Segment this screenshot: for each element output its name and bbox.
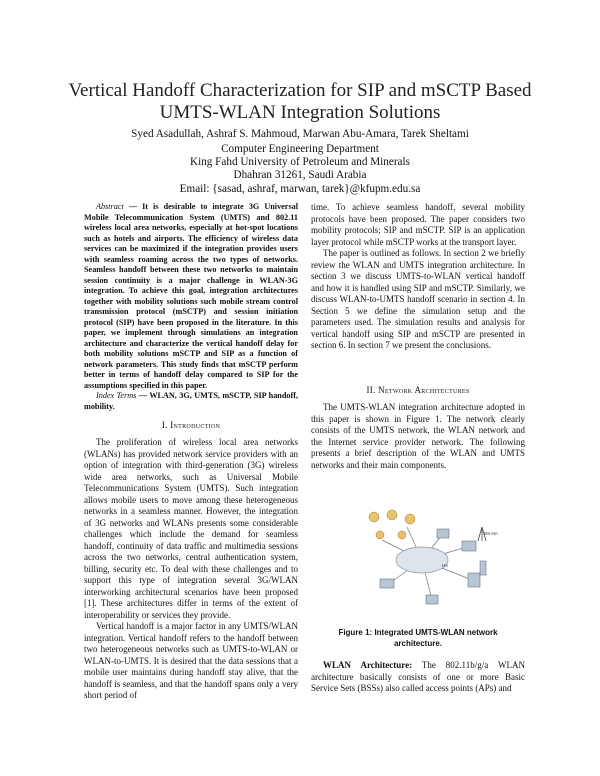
intro-paragraph-2: Vertical handoff is a major factor in any UMTS/WLAN integration. Vertical handoff refers to the handoff between two heterogeneous networks such as UMTS-to-WLAN or WLAN-to-UMTS. It is desired that the data sessions that a mobile user maintains during handoff stay alive, that the handoff is seamless, and that the handoff spans only a very short period of <box>84 621 298 700</box>
affiliation-univ: King Fahd University of Petroleum and Minerals <box>190 156 410 168</box>
index-terms: Index Terms — WLAN, 3G, UMTS, mSCTP, SIP handoff, mobility. <box>84 391 298 411</box>
abstract-label: Abstract <box>96 202 124 211</box>
section-heading-introduction: I. Introduction <box>161 420 221 430</box>
right-paragraph-2: The paper is outlined as follows. In section 2 we briefly review the WLAN and UMTS integration architecture. In section 3 we discuss UMTS-to-WLAN vertical handoff and how it is handled using SIP and mSCTP. Similarly, we discuss WLAN-to-UMTS handoff scenario in section 4. In Section 5 we define the simulation setup and the parameters used. The simulation results and analysis for vertical handoff using SIP and mSCTP are presented in section 6. In section 7 we present the conclusions. <box>311 248 525 350</box>
bs-ha-label: BS-HA <box>484 531 498 536</box>
ha-label: HA <box>442 563 449 568</box>
right-paragraph-1: time. To achieve seamless handoff, several mobility protocols have been proposed. The paper considers two mobility protocols; SIP and mSCTP. SIP is an application layer protocol while mSCTP works at the transport layer. <box>311 202 525 247</box>
wlan-architecture-paragraph: WLAN Architecture: The 802.11b/g/a WLAN architecture basically consists of one or more Basic Service Sets (BSSs) also called access points (APs) and <box>311 660 525 693</box>
intro-paragraph-1: The proliferation of wireless local area networks (WLANs) has provided network service providers with an option of integration with third-generation (3G) wireless wide area networks, such as Universal Mobile Telecommunications System (UMTS). Such integration allows mobile users to move among these heterogeneous networks in a seamless manner. However, the integration of 3G networks and WLANs presents some considerable challenges which include the demand for seamless handoff, continuity of data traffic and multimedia sessions across the two networks, central authentication system, billing, security etc. To deal with these challenges and to support this type of integration several 3G/WLAN interworking architectural scenarios have been proposed [1]. These architectures differ in terms of the extent of interoperability or services they provide. <box>84 437 298 620</box>
wlan-architecture-label: WLAN Architecture: <box>323 660 413 670</box>
affiliation-address: Dhahran 31261, Saudi Arabia <box>233 169 367 181</box>
authors: Syed Asadullah, Ashraf S. Mahmoud, Marwan Abu-Amara, Tarek Sheltami <box>131 128 469 140</box>
abstract: Abstract — It is desirable to integrate 3G Universal Mobile Telecommunication System (UMTS) and 802.11 wireless local area networks, especially at hot-spot locations such as hotels and airports. The efficiency of wireless data services can be maximized if the integration provides users with seamless roaming across the two types of networks. Seamless handoff between these two networks to maintain session continuity is a major challenge in WLAN-3G integration. To achieve this goal, integration architectures together with mobility solutions such mobile stream control transmission protocol (mSCTP) and session initiation protocol (SIP) have been proposed in the literature. In this paper, we implement through simulations an integration architecture and characterize the vertical handoff delay for both mobility solutions mSCTP and SIP as a function of network parameters. This study finds that mSCTP perform better in terms of handoff delay compared to SIP for the assumptions specified in this paper. <box>84 202 298 390</box>
architecture-body <box>311 402 525 471</box>
internet-cloud-icon <box>396 547 448 573</box>
abstract-block <box>84 202 298 412</box>
introduction-body <box>84 437 298 702</box>
affiliation-email: Email: {sasad, ashraf, marwan, tarek}@kfupm.edu.sa <box>179 183 421 195</box>
affiliation-dept: Computer Engineering Department <box>221 143 379 155</box>
arch-paragraph-1: The UMTS-WLAN integration architecture adopted in this paper is shown in Figure 1. The network clearly consists of the UMTS network, the WLAN network and the Internet service provider network. The following presents a brief description of the WLAN and UMTS networks and their main components. <box>311 402 525 470</box>
figure-caption: Figure 1: Integrated UMTS-WLAN network architecture. <box>338 628 498 648</box>
network-architecture-figure <box>352 505 502 615</box>
paper-title: Vertical Handoff Characterization for SIP and mSCTP Based UMTS-WLAN Integration Solutions <box>68 80 532 123</box>
section-heading-network-architectures: II. Network Architectures <box>366 385 470 395</box>
right-column-top <box>311 202 525 352</box>
wlan-cell-icons <box>369 510 415 539</box>
